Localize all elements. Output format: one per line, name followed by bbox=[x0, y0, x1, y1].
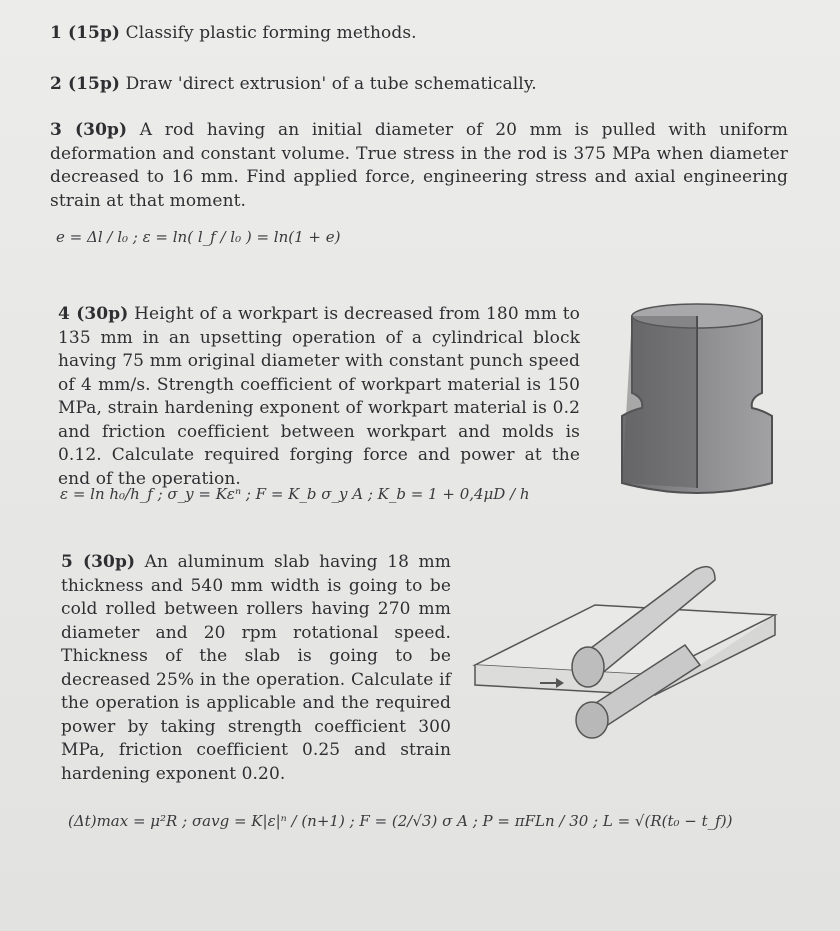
question-2 bbox=[50, 73, 790, 97]
question-2-text: Draw 'direct extrusion' of a tube schematically. bbox=[120, 74, 537, 94]
question-4-number: 4 (30p) bbox=[58, 304, 129, 324]
question-5-text: An aluminum slab having 18 mm thickness and 540 mm width is going to be cold rolled between rollers having 270 mm diameter and 20 rpm rotational speed. Thickness of the slab is going to be decreased 25% in the operation. Calculate if the operation is applicable and the required power by taking strength coefficient 300 MPa, friction coefficient 0.25 and strain hardening exponent 0.20. bbox=[61, 552, 451, 784]
question-5-formula: (Δt)max = μ²R ; σavg = K|ε|ⁿ / (n+1) ; F = (2/√3) σ A ; P = πFLn / 30 ; L = √(R(t₀ − t_f)) bbox=[68, 812, 733, 830]
question-1-number: 1 (15p) bbox=[50, 23, 121, 43]
question-5 bbox=[61, 551, 451, 786]
question-1-text: Classify plastic forming methods. bbox=[120, 23, 417, 43]
question-5-number: 5 (30p) bbox=[61, 552, 136, 572]
question-2-number: 2 (15p) bbox=[50, 74, 121, 94]
rolling-mill-figure bbox=[470, 545, 790, 745]
question-4-text: Height of a workpart is decreased from 180 mm to 135 mm in an upsetting operation of a cylindrical block having 75 mm original diameter with constant punch speed of 4 mm/s. Strength coefficient of workpart material is 150 MPa, strain hardening exponent of workpart material is 0.2 and friction coefficient between workpart and molds is 0.12. Calculate required forging force and power at the end of the operation. bbox=[58, 304, 581, 489]
question-3 bbox=[50, 119, 788, 213]
question-3-formula: e = Δl / l₀ ; ε = ln( l_f / l₀ ) = ln(1 + e) bbox=[56, 228, 341, 246]
question-1 bbox=[50, 22, 790, 46]
question-4 bbox=[58, 303, 580, 491]
question-3-text: A rod having an initial diameter of 20 mm is pulled with uniform deformation and constant volume. True stress in the rod is 375 MPa when diameter decreased to 16 mm. Find applied force, engineering stress and axial engineering strain at that moment. bbox=[50, 120, 789, 211]
question-3-number: 3 (30p) bbox=[50, 120, 128, 140]
question-4-formula: ε = ln h₀/h_f ; σ_y = Kεⁿ ; F = K_b σ_y A ; K_b = 1 + 0,4μD / h bbox=[60, 485, 530, 503]
upsetting-workpart-figure bbox=[612, 298, 782, 508]
